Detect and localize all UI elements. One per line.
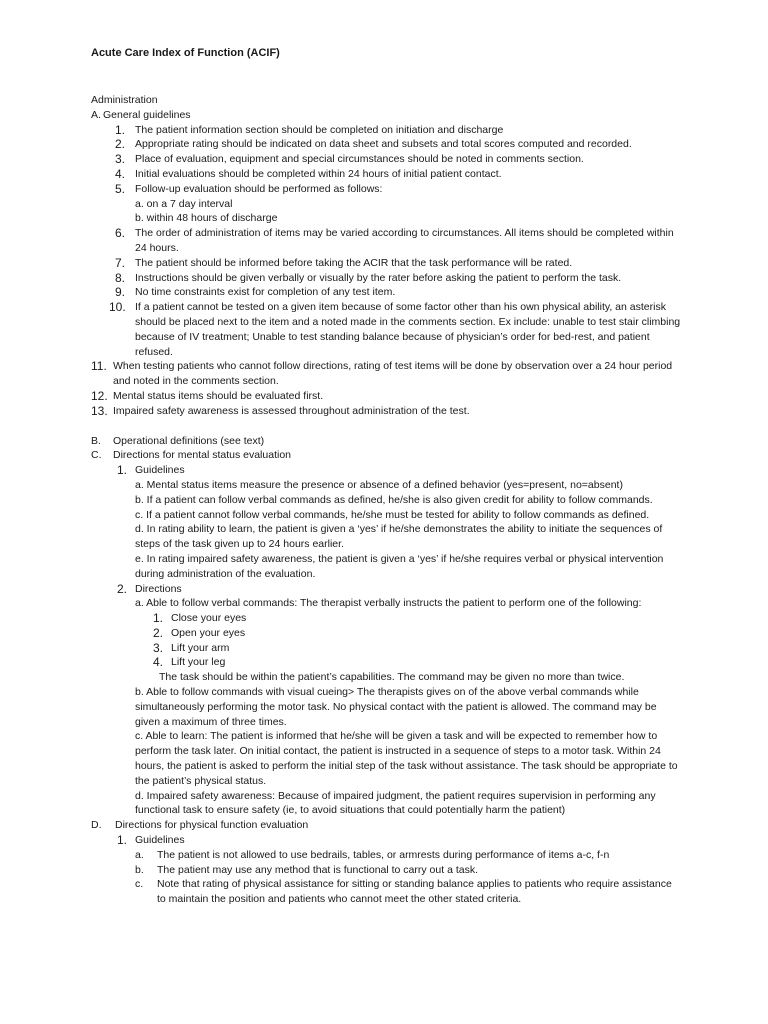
list-item bbox=[91, 833, 681, 848]
sub-list-item: b. within 48 hours of discharge bbox=[135, 212, 278, 225]
command-item bbox=[91, 611, 681, 626]
item-letter: c. bbox=[135, 878, 144, 891]
item-text: Close your eyes bbox=[171, 612, 247, 625]
item-number: 1. bbox=[117, 463, 128, 478]
item-text: Appropriate rating should be indicated on data sheet and subsets and total scores computed and recorded. bbox=[135, 138, 632, 151]
section-label: General guidelines bbox=[103, 108, 191, 121]
sub-list-item: a. Mental status items measure the presence or absence of a defined behavior (yes=present, no=absent) bbox=[135, 478, 623, 491]
item-text: Directions bbox=[135, 582, 182, 595]
item-number: 10. bbox=[109, 300, 126, 315]
item-number: 2. bbox=[117, 581, 128, 596]
sub-list-item: b. If a patient can follow verbal commands as defined, he/she is also given credit for ability to follow commands. bbox=[135, 493, 653, 506]
section-label: Directions for physical function evaluation bbox=[115, 819, 309, 832]
item-letter: a. bbox=[135, 848, 144, 861]
item-text: The order of administration of items may be varied according to circumstances. All items should be completed within 24 hours. bbox=[135, 227, 674, 254]
item-number: 5. bbox=[114, 181, 125, 196]
sub-list-item: a. on a 7 day interval bbox=[135, 197, 233, 210]
list-item bbox=[91, 123, 681, 138]
item-text: The patient may use any method that is functional to carry out a task. bbox=[157, 863, 479, 876]
item-text: Open your eyes bbox=[171, 626, 246, 639]
section-a-heading bbox=[91, 108, 681, 123]
sub-list-item: e. In rating impaired safety awareness, the patient is given a ‘yes’ if he/she requires verbal or physical intervention during administration of the evaluation. bbox=[135, 552, 664, 580]
list-item bbox=[91, 137, 681, 152]
sub-list-item bbox=[91, 848, 681, 863]
list-item bbox=[91, 271, 681, 286]
sub-list-item bbox=[91, 877, 681, 907]
list-item bbox=[91, 256, 681, 271]
list-item bbox=[91, 389, 681, 404]
item-number: 1. bbox=[114, 122, 125, 137]
section-marker: D. bbox=[91, 819, 102, 832]
item-number: 2. bbox=[153, 625, 164, 640]
item-text: Place of evaluation, equipment and special circumstances should be noted in comments section. bbox=[135, 153, 584, 166]
section-label: Directions for mental status evaluation bbox=[113, 449, 292, 462]
document-body bbox=[91, 93, 681, 907]
item-text: Lift your arm bbox=[171, 641, 230, 654]
item-text: Guidelines bbox=[135, 464, 185, 477]
list-item bbox=[91, 285, 681, 300]
sub-list-item: c. Able to learn: The patient is informed that he/she will be given a task and will be expected to remember how to perform the task later. On initial contact, the patient is instructed in a sequence of steps to a motor task. Within 24 hours, the patient is asked to perform the initial step of the task without assistance. The task should be appropriate to the patient’s physical status. bbox=[135, 730, 678, 787]
list-item bbox=[91, 359, 681, 389]
command-note: The task should be within the patient’s capabilities. The command may be given no more than twice. bbox=[159, 671, 625, 684]
item-text: No time constraints exist for completion of any test item. bbox=[135, 286, 396, 299]
item-text: Lift your leg bbox=[171, 656, 226, 669]
item-text: Mental status items should be evaluated first. bbox=[113, 389, 324, 402]
sub-list-item: d. In rating ability to learn, the patient is given a ‘yes’ if he/she demonstrates the ability to initiate the sequences of steps of the task given up to 24 hours earlier. bbox=[135, 523, 663, 551]
list-item bbox=[91, 463, 681, 478]
section-marker: A. bbox=[91, 108, 101, 121]
section-d-heading bbox=[91, 818, 681, 833]
item-number: 1. bbox=[153, 611, 164, 626]
item-number: 11. bbox=[91, 359, 107, 374]
document-title: Acute Care Index of Function (ACIF) bbox=[91, 47, 280, 59]
section-label: Operational definitions (see text) bbox=[113, 434, 265, 447]
sub-list-item: a. Able to follow verbal commands: The therapist verbally instructs the patient to perform one of the following: bbox=[135, 597, 642, 610]
item-number: 4. bbox=[114, 166, 125, 181]
section-marker: C. bbox=[91, 449, 102, 462]
spacer bbox=[91, 419, 681, 434]
section-b-heading bbox=[91, 434, 681, 449]
sub-list-item: c. If a patient cannot follow verbal commands, he/she must be tested for ability to follow commands as defined. bbox=[135, 508, 650, 521]
item-text: Impaired safety awareness is assessed throughout administration of the test. bbox=[113, 404, 470, 417]
list-item bbox=[91, 152, 681, 167]
item-number: 2. bbox=[114, 137, 125, 152]
item-text: The patient should be informed before taking the ACIR that the task performance will be rated. bbox=[135, 256, 573, 269]
command-item bbox=[91, 641, 681, 656]
list-item bbox=[91, 226, 681, 256]
item-number: 3. bbox=[153, 640, 164, 655]
item-text: Note that rating of physical assistance for sitting or standing balance applies to patients who require assistance to maintain the position and patients who cannot meet the other stated criteria. bbox=[157, 878, 672, 906]
item-text: The patient is not allowed to use bedrails, tables, or armrests during performance of items a-c, f-n bbox=[157, 848, 610, 861]
item-text: If a patient cannot be tested on a given item because of some factor other than his own physical ability, an asterisk should be placed next to the item and a noted made in the comments section. Ex include: unable to test stair climbing because of IV treatment; Unable to test standing balance because of physician’s order for bed-rest, and patient refused. bbox=[135, 301, 681, 358]
list-item bbox=[91, 582, 681, 597]
item-text: Instructions should be given verbally or visually by the rater before asking the patient to perform the task. bbox=[135, 271, 622, 284]
administration-heading: Administration bbox=[91, 94, 158, 106]
item-letter: b. bbox=[135, 863, 144, 876]
item-number: 9. bbox=[114, 285, 125, 300]
item-number: 6. bbox=[114, 226, 125, 241]
item-text: Follow-up evaluation should be performed as follows: bbox=[135, 182, 383, 195]
item-number: 8. bbox=[114, 270, 125, 285]
item-text: The patient information section should be completed on initiation and discharge bbox=[135, 123, 504, 136]
section-c-heading bbox=[91, 448, 681, 463]
sub-list-item: d. Impaired safety awareness: Because of impaired judgment, the patient requires supervision in performing any functional task to ensure safety (ie, to avoid situations that could potentially harm the patient) bbox=[135, 789, 656, 817]
list-item bbox=[91, 167, 681, 182]
item-number: 4. bbox=[153, 655, 164, 670]
sub-list-item: b. Able to follow commands with visual cueing> The therapists gives on of the above verbal commands while simultaneously performing the motor task. No physical contact with the patient is allowed. The command may be given a maximum of three times. bbox=[135, 686, 657, 728]
list-item bbox=[91, 404, 681, 419]
sub-list-item bbox=[91, 863, 681, 878]
item-number: 1. bbox=[117, 833, 128, 848]
command-item bbox=[91, 626, 681, 641]
item-text: Guidelines bbox=[135, 834, 185, 847]
item-text: When testing patients who cannot follow directions, rating of test items will be done by observation over a 24 hour period and noted in the comments section. bbox=[113, 360, 673, 388]
item-number: 7. bbox=[114, 255, 125, 270]
item-number: 3. bbox=[114, 152, 125, 167]
section-marker: B. bbox=[91, 434, 101, 447]
list-item bbox=[91, 182, 681, 197]
item-number: 12. bbox=[91, 388, 108, 403]
command-item bbox=[91, 655, 681, 670]
item-number: 13. bbox=[91, 403, 108, 418]
item-text: Initial evaluations should be completed within 24 hours of initial patient contact. bbox=[135, 167, 502, 180]
list-item bbox=[91, 300, 681, 359]
